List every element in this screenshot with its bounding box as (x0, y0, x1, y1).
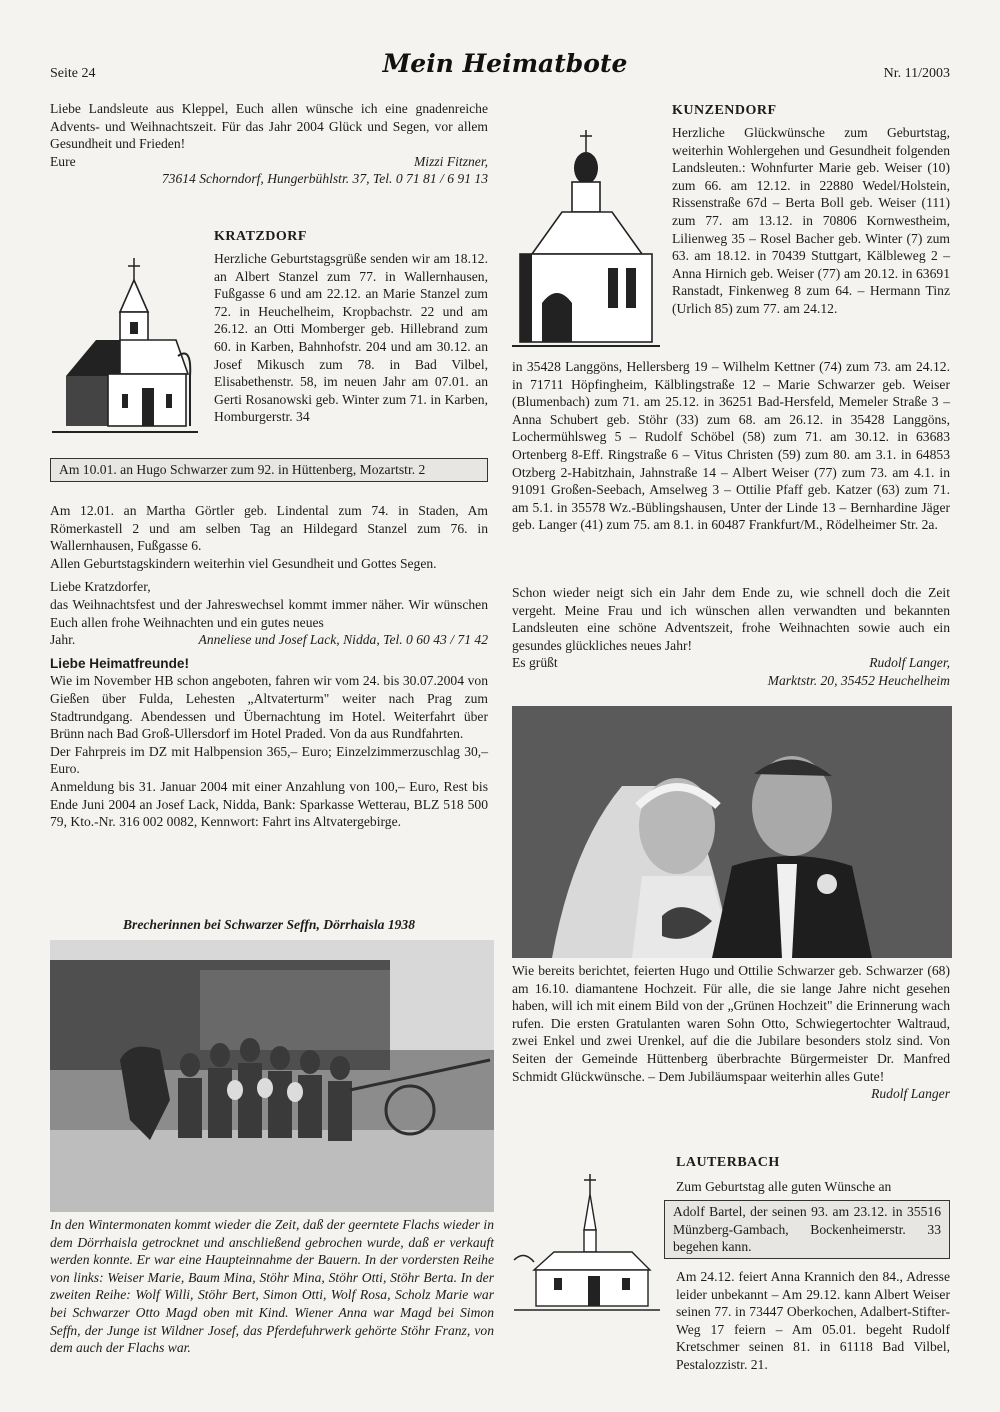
svg-text:Mein Heimatbote: Mein Heimatbote (382, 49, 628, 78)
church-drawing-kunzendorf (512, 128, 660, 352)
photo-brecherinnen (50, 940, 494, 1212)
photo-caption-brecherinnen: In den Wintermonaten kommt wieder die Zeit, daß der geerntete Flachs wieder in dem Dörrhaisla getrocknet und anschließend gebrochen wurde, daß er verkauft werden konnte. Er war eine Haupteinnahme der Bauern. In der vordersten Reihe von links: Weiser Marie, Baum Mina, Stöhr Mina, Stöhr Otti, Stöhr Berta. In der zweiten Reihe: Wolf Willi, Stöhr Bert, Simon Otti, Wolf Rosa, Scholz Marie war bei Schwarzer Otto Magd oben mit Kind. Wiener Anna war Magd bei Simon Seffn, der Junge ist Wildner Josef, das Pferdefuhrwerk gehörte Stöhr Franz, von dem auch der Flachs war. (50, 1217, 494, 1356)
kunzendorf-birthdays: Herzliche Glückwünsche zum Geburtstag, weiterhin Wohlergehen und Gesundheit folgenden Landsleuten.: Wohnfurter Marie geb. Weiser (10) zum 66. am 12.12. in 22880 Wedel/Holstein, Rissenstraße 67d – Berta Boll geb. Weiser (111) zum 77. am 13.12. in 70806 Kornwestheim, Lilienweg 35 – Rosel Bacher geb. Winter (7) zum 63. am 18.12. in 70439 Stuttgart, Kälbleweg 2 – Anna Hirnich geb. Weiser (77) am 20.12. in 63691 Ranstadt, Finkenweg 8 zum 64. – Hermann Tinz (Urlich 85) zum 77. am 24.12. (672, 125, 950, 316)
photo-title-brecherinnen: Brecherinnen bei Schwarzer Seffn, Dörrhaisla 1938 (122, 917, 416, 932)
highlight-box-adolf: Adolf Bartel, der seinen 93. am 23.12. in 35516 Münzberg-Gambach, Bockenheimerstr. 33 begehen kann. (664, 1200, 950, 1259)
church-drawing-kratzdorf (52, 256, 198, 442)
church-drawing-lauterbach (514, 1170, 660, 1314)
kratzdorf-more: Am 12.01. an Martha Görtler geb. Lindental zum 74. in Staden, Am Römerkastell 2 und am selben Tag an Hildegard Stanzel zum 76. in Wallernhausen, Fußgasse 6. Allen Geburtstagskindern weiterhin viel Gesundheit und Gottes Segen. Liebe Kratzdorfer, das Weihnachtsfest und der Jahreswechsel kommt immer näher. Wir wünschen Euch allen frohe Weihnachten und ein gutes neues Jahr. Anneliese und Josef Lack, Nidda, Tel. 0 60 43 / 71 42 Liebe Heimatfreunde! Wie im November HB schon angeboten, fahren wir vom 24. bis 30.07.2004 von Gießen über Fulda, Lehesten „Altvaterturm" weiter nach Prag zum Stadtrundgang. Abendessen und Übernachtung im Hotel. Weiterfahrt über Brünn nach Bad Groß-Ullersdorf im Hotel Praded. Von da aus Rundfahrten. Der Fahrpreis im DZ mit Halbpension 365,– Euro; Einzelzimmerzuschlag 30,– Euro. Anmeldung bis 31. Januar 2004 mit einer Anzahlung von 100,– Euro, Rest bis Ende Juni 2004 an Josef Lack, Nidda, Bank: Sparkasse Wetterau, BLZ 518 500 79, Kto.-Nr. 316 002 0082, Kennwort: Fahrt ins Altvatergebirge. (50, 503, 488, 830)
issue-number: Nr. 11/2003 (883, 66, 950, 81)
kleppel-greeting: Liebe Landsleute aus Kleppel, Euch allen wünsche ich eine gnadenreiche Advents- und Weihnachtszeit. Für das Jahr 2004 Glück und Segen, vor allem Gesundheit und Frieden! Eure Mizzi Fitzner, 73614 Schorndorf, Hungerbühlstr. 37, Tel. 0 71 81 / 6 91 13 (50, 101, 488, 187)
highlight-box-hugo: Am 10.01. an Hugo Schwarzer zum 92. in Hüttenberg, Mozartstr. 2 (50, 458, 488, 482)
photo-wedding (512, 706, 952, 958)
lauterbach-birthdays: Am 24.12. feiert Anna Krannich den 84., Adresse leider unbekannt – Am 29.12. kann Albert Weiser seinen 77. in 73447 Oberkochen, Adalbert-Stifter-Weg 17 feiern – Am 05.01. begeht Rudolf Kretschmer seinen 81. in 61118 Bad Vilbel, Pestalozzistr. 21. (676, 1269, 950, 1372)
kunzendorf-greeting: Schon wieder neigt sich ein Jahr dem Ende zu, wie schnell doch die Zeit vergeht. Meine Frau und ich wünschen allen verwandten und bekannten Landsleuten eine schöne Adventszeit, frohe Weihnachten sowie auch ein gesundes glückliches neues Jahr! Es grüßt Rudolf Langer, Marktstr. 20, 35452 Heuchelheim (512, 585, 950, 688)
kratzdorf-heading: KRATZDORF (214, 229, 307, 244)
kunzendorf-birthdays-cont: in 35428 Langgöns, Hellersberg 19 – Wilhelm Kettner (74) zum 73. am 24.12. in 71711 Höpfingheim, Kälblingstraße 12 – Marie Schwarzer geb. Weiser (Blumenbach) zum 71. am 25.12. in 36251 Bad-Hersfeld, Memeler Straße 3 – Anna Schubert geb. Stöhr (33) zum 68. am 26.12. in 35428 Langgöns, Lochermühlsweg 5 – Rudolf Schöbel (58) zum 71. am 30.12. in 63683 Ortenberg 8-Eff. Ringstraße 6 – Vitus Christen (59) zum 80. am 3.1. in 64853 Otzberg 2-Habitzhain, Jahnstraße 14 – Albert Weiser (77) zum 73. am 4.1. in 91091 Großen-Seebach, Amselweg 3 – Ottilie Pfaff geb. Katzer (63) zum 71. am 5.1. in 35578 Wz.-Büblingshausen, Unter der Linde 13 – Bernhardine Jäger geb. Langer (41) zum 75. am 8.1. in 60487 Frankfurt/M., Rödelheimer Str. 2a. (512, 359, 950, 533)
heimat-heading: Liebe Heimatfreunde! (50, 655, 189, 671)
kratzdorf-birthdays: Herzliche Geburtstagsgrüße senden wir am 18.12. an Albert Stanzel zum 77. in Wallernhausen, Fußgasse 6 und am 22.12. an Marie Stanzel zum 72. in Heuchelheim, Kropbachstr. 22 und am 26.12. an Otti Momberger geb. Hillebrand zum 60. in Karben, Bahnhofstr. 204 und am 30.12. an Josef Mikusch zum 78. in Bad Vilbel, Elisabethenstr. 58, im neuen Jahr am 07.01. an Gerti Rosanowski geb. Winter zum 71. in Karben, Homburgerstr. 34 (214, 251, 488, 425)
masthead-logo (382, 44, 628, 82)
lauterbach-intro: Zum Geburtstag alle guten Wünsche an (676, 1179, 892, 1194)
kunzendorf-heading: KUNZENDORF (672, 103, 777, 118)
wedding-caption: Wie bereits berichtet, feierten Hugo und Ottilie Schwarzer geb. Schwarzer (68) am 16.10. diamantene Hochzeit. Für alle, die sie lange Jahre nicht gesehen haben, will ich mit einem Bild von der „Grünen Hochzeit" die Erinnerung wach rufen. Die ersten Gratulanten waren Sohn Otto, Schwiegertochter Waltraud, zwei Enkel und zwei Urenkel, auf die die Jubilare besonders stolz sind. Von Seiten der Gemeinde Hüttenberg überbrachte Bürgermeister Dr. Manfred Schmidt Glückwünsche. – Dem Jubiläumspaar weiterhin alles Gute! Rudolf Langer (512, 963, 950, 1102)
page-number: Seite 24 (50, 66, 96, 81)
lauterbach-heading: LAUTERBACH (676, 1155, 780, 1170)
